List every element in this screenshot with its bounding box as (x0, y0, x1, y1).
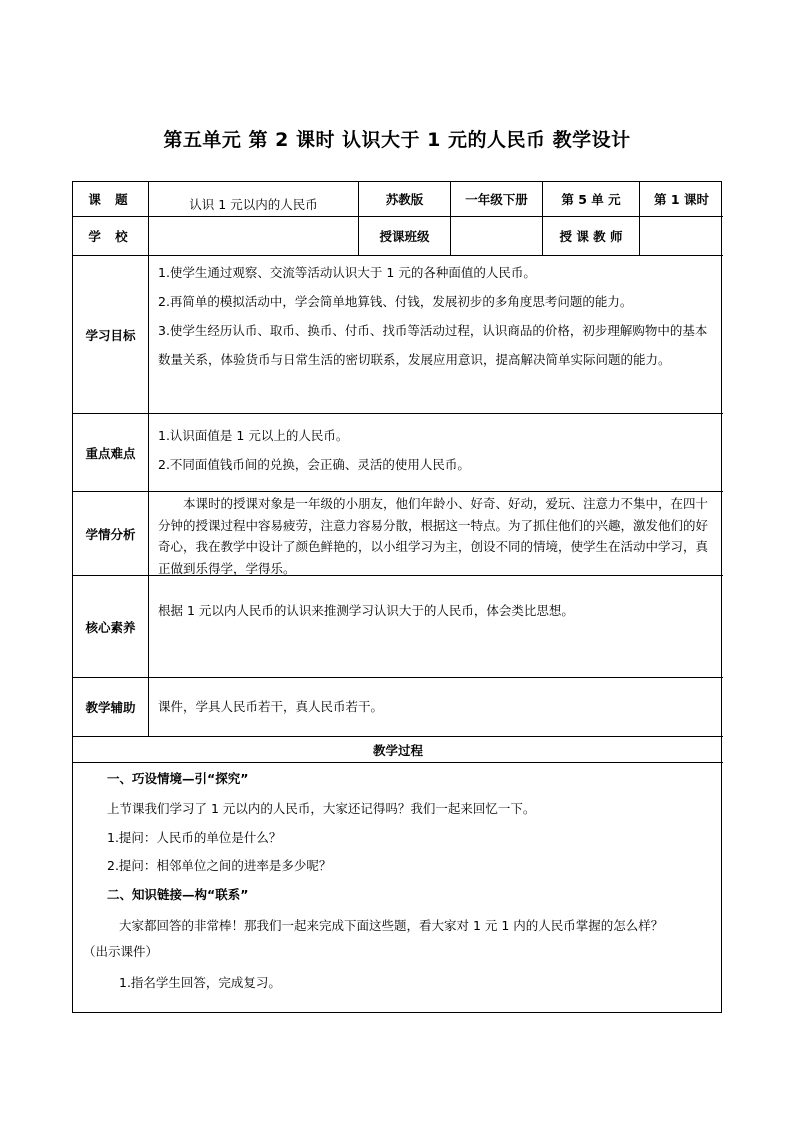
key-points-label: 重点难点 (73, 413, 148, 491)
process-paragraph: 1.指名学生回答，完成复习。 (119, 975, 281, 990)
topic-label: 课 题 (88, 192, 133, 207)
class-value (450, 216, 542, 255)
teacher-label: 授 课 教 师 (542, 216, 639, 255)
analysis-label: 学情分析 (73, 491, 148, 575)
core-content (148, 575, 723, 677)
key-point-item: 1.认识面值是 1 元以上的人民币。 (158, 428, 349, 443)
process-paragraph: 上节课我们学习了 1 元以内的人民币，大家还记得吗？我们一起来回忆一下。 (107, 801, 536, 816)
teacher-value (639, 216, 723, 255)
aids-text: 课件，学具人民币若干，真人民币若干。 (158, 699, 384, 714)
key-point-item: 2.不同面值钱币间的兑换，会正确、灵活的使用人民币。 (158, 457, 470, 472)
document-title: 第五单元 第 2 课时 认识大于 1 元的人民币 教学设计 (163, 129, 631, 151)
section-heading: 二、知识链接—构“联系” (107, 887, 249, 902)
school-value (148, 216, 358, 255)
process-paragraph: 大家都回答的非常棒！那我们一起来完成下面这些题，看大家对 1 元 1 内的人民币掌握的怎么样？ (119, 918, 664, 933)
class-label: 授课班级 (358, 216, 450, 255)
section-heading: 一、巧设情境—引“探究” (107, 771, 249, 786)
objective-item: 3.使学生经历认币、取币、换币、付币、找币等活动过程，认识商品的价格，初步理解购物中的基本数量关系，体验货币与日常生活的密切联系，发展应用意识，提高解决简单实际问题的能力。 (158, 323, 708, 367)
analysis-text: 本课时的授课对象是一年级的小朋友，他们年龄小、好奇、好动，爱玩、注意力不集中，在四十分钟的授课过程中容易疲劳，注意力容易分散，根据这一特点。为了抓住他们的兴趣，激发他们的好奇心，我在教学中设计了颜色鲜艳的，以小组学习为主，创设不同的情境，使学生在活动中学习，真正做到乐得学，学得乐。 (158, 496, 709, 576)
aids-label: 教学辅助 (73, 677, 148, 736)
grade-label: 一年级下册 (450, 182, 542, 216)
aids-content (148, 677, 723, 736)
topic-value: 认识 1 元以内的人民币 (148, 182, 358, 216)
process-paragraph: （出示课件） (83, 944, 159, 959)
analysis-content (148, 491, 723, 575)
lesson-label: 第 1 课时 (639, 182, 723, 216)
edition-label: 苏教版 (358, 182, 450, 216)
objectives-content (148, 255, 723, 413)
core-label: 核心素养 (73, 575, 148, 677)
process-heading: 教学过程 (73, 736, 723, 762)
objective-item: 2.再简单的模拟活动中，学会简单地算钱、付钱，发展初步的多角度思考问题的能力。 (158, 294, 633, 309)
objective-item: 1.使学生通过观察、交流等活动认识大于 1 元的各种面值的人民币。 (158, 265, 536, 280)
lesson-plan-table (72, 181, 722, 1013)
school-label: 学 校 (73, 216, 148, 255)
process-content (73, 762, 723, 1013)
question-item: 2.提问：相邻单位之间的进率是多少呢？ (107, 858, 332, 873)
core-text: 根据 1 元以内人民币的认识来推测学习认识大于的人民币，体会类比思想。 (158, 603, 574, 618)
key-points-content (148, 413, 723, 491)
question-item: 1.提问：人民币的单位是什么？ (107, 830, 282, 845)
unit-label: 第 5 单 元 (542, 182, 639, 216)
objectives-label: 学习目标 (73, 255, 148, 413)
